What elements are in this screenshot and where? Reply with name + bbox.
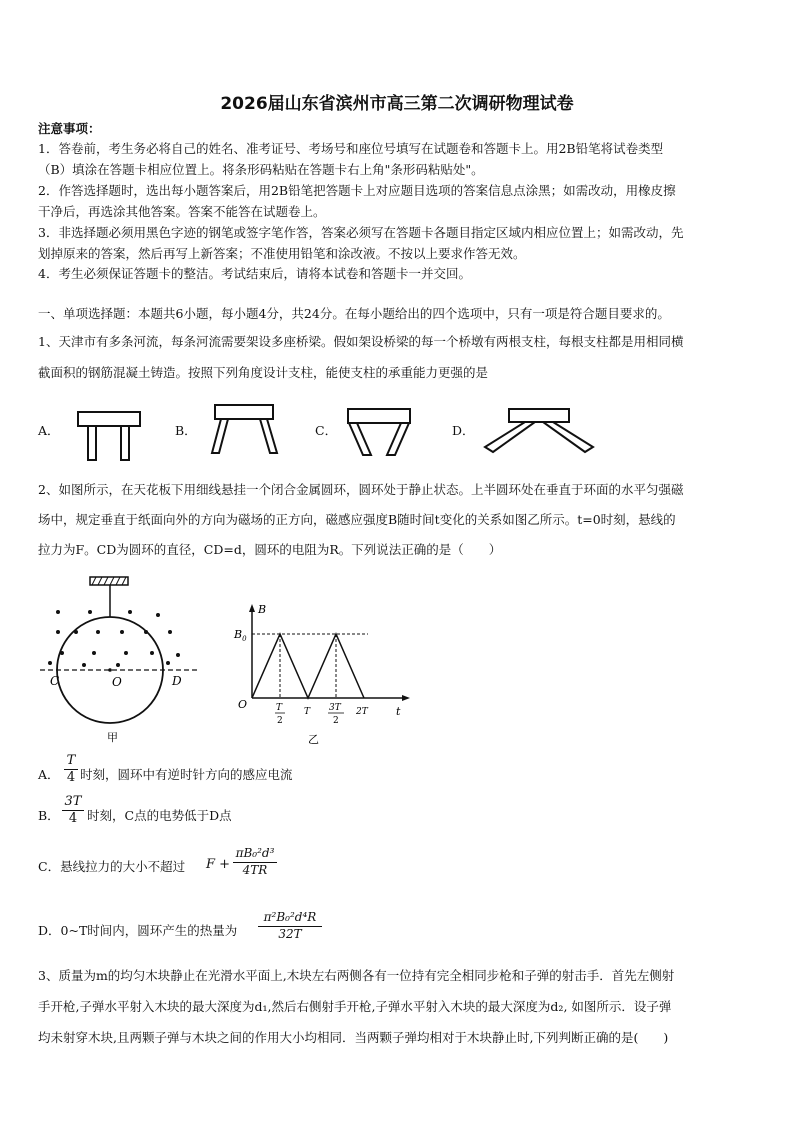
q2-option-a-fraction bbox=[64, 753, 78, 785]
origin-label: O bbox=[238, 698, 248, 711]
note-line: 3．非选择题必须用黑色字迹的钢笔或签字笔作答，答案必须写在答题卡各题目指定区域内相应位置上；如需改动，先 bbox=[38, 225, 684, 240]
note-line: 干净后，再选涂其他答案。答案不能答在试题卷上。 bbox=[38, 204, 326, 219]
note-line: 2．作答选择题时，选出每小题答案后，用2B铅笔把答题卡上对应题目选项的答案信息点涂黑；如需改动，用橡皮擦 bbox=[38, 183, 676, 198]
fraction-numerator: πB₀²d³ bbox=[235, 846, 275, 860]
label-d: D bbox=[172, 674, 182, 688]
fraction-denominator: 4TR bbox=[242, 863, 268, 877]
q2-option-c-expr-pre: F + bbox=[206, 857, 231, 872]
tick-3half-t-num: 3T bbox=[329, 703, 341, 713]
fraction-denominator: 32T bbox=[278, 927, 302, 941]
notes-heading: 注意事项： bbox=[38, 121, 101, 136]
label-c: C bbox=[50, 674, 60, 688]
tick-2t: 2T bbox=[356, 707, 368, 717]
q2-stem-line1: 2、如图所示，在天花板下用细线悬挂一个闭合金属圆环，圆环处于静止状态。上半圆环处在垂直于环面的水平匀强磁 bbox=[38, 482, 684, 497]
ring-figure-jia bbox=[40, 575, 200, 745]
note-line: 1．答卷前，考生务必将自己的姓名、准考证号、考场号和座位号填写在试题卷和答题卡上。用2B铅笔将试卷类型 bbox=[38, 141, 664, 156]
q2-option-b-fraction bbox=[62, 794, 84, 826]
note-line: 划掉原来的答案，然后再写上新答案；不准使用铅笔和涂改液。不按以上要求作答无效。 bbox=[38, 246, 526, 261]
label-o: O bbox=[112, 675, 122, 689]
q2-option-b-prefix: B． bbox=[38, 808, 60, 823]
caption-jia: 甲 bbox=[107, 731, 118, 744]
pillar-figure-b bbox=[205, 403, 285, 457]
q2-option-c-fraction bbox=[233, 846, 277, 878]
pillar-figure-c bbox=[343, 407, 419, 461]
q3-stem-line3: 均未射穿木块,且两颗子弹与木块之间的作用大小均相同．当两颗子弹均相对于木块静止时,下列判断正确的是( ) bbox=[38, 1030, 669, 1045]
note-line: 4．考生必须保证答题卡的整洁。考试结束后，请将本试卷和答题卡一并交回。 bbox=[38, 266, 471, 281]
fraction-numerator: 3T bbox=[64, 794, 82, 809]
fraction-numerator: π²B₀²d⁴R bbox=[263, 910, 317, 924]
b0-label: $B_0$ bbox=[234, 628, 247, 643]
q1-option-c-label: C． bbox=[315, 423, 338, 438]
q2-option-d-prefix: D．0~T时间内，圆环产生的热量为 bbox=[38, 923, 238, 938]
q1-stem-line1: 1、天津市有多条河流，每条河流需要架设多座桥梁。假如架设桥梁的每一个桥墩有两根支柱，每根支柱都是用相同横 bbox=[38, 334, 684, 349]
tick-t: T bbox=[304, 707, 311, 717]
q1-option-a-label: A． bbox=[38, 423, 60, 438]
q3-stem-line2: 手开枪,子弹水平射入木块的最大深度为d₁,然后右侧射手开枪,子弹水平射入木块的最大深度为d₂, 如图所示．设子弹 bbox=[38, 999, 672, 1014]
note-line: （B）填涂在答题卡相应位置上。将条形码粘贴在答题卡右上角"条形码粘贴处"。 bbox=[38, 162, 484, 177]
axis-b-label: B bbox=[258, 603, 267, 616]
pillar-figure-d bbox=[485, 407, 595, 459]
fraction-numerator: T bbox=[66, 753, 76, 768]
q2-option-c-prefix: C．悬线拉力的大小不超过 bbox=[38, 859, 186, 874]
tick-half-t-den: 2 bbox=[277, 716, 283, 726]
fraction-denominator: 4 bbox=[68, 811, 78, 826]
q2-stem-line2: 场中，规定垂直于纸面向外的方向为磁场的正方向，磁感应强度B随时间t变化的关系如图乙所示。t=0时刻，悬线的 bbox=[38, 512, 676, 527]
q1-option-b-label: B． bbox=[175, 423, 197, 438]
q2-stem-line3: 拉力为F。CD为圆环的直径，CD=d，圆环的电阻为R。下列说法正确的是（ ） bbox=[38, 542, 502, 557]
q2-option-b-text: 时刻，C点的电势低于D点 bbox=[87, 808, 232, 823]
caption-yi: 乙 bbox=[308, 733, 319, 746]
section-heading: 一、单项选择题：本题共6小题，每小题4分，共24分。在每小题给出的四个选项中，只有一项是符合题目要求的。 bbox=[38, 306, 670, 321]
q2-option-d-fraction bbox=[258, 910, 322, 942]
page-title: 2026届山东省滨州市高三第二次调研物理试卷 bbox=[220, 94, 574, 114]
q3-stem-line1: 3、质量为m的均匀木块静止在光滑水平面上,木块左右两侧各有一位持有完全相同步枪和子弹的射击手．首先左侧射 bbox=[38, 968, 675, 983]
fraction-denominator: 4 bbox=[66, 770, 76, 785]
q2-option-a-text: 时刻，圆环中有逆时针方向的感应电流 bbox=[80, 767, 293, 782]
pillar-figure-a bbox=[75, 410, 145, 464]
q1-stem-line2: 截面积的钢筋混凝土铸造。按照下列角度设计支柱，能使支柱的承重能力更强的是 bbox=[38, 365, 489, 380]
q2-option-a-prefix: A． bbox=[38, 767, 60, 782]
q1-option-d-label: D． bbox=[452, 423, 475, 438]
tick-half-t-num: T bbox=[276, 703, 283, 713]
b-t-graph-yi bbox=[230, 600, 415, 745]
axis-t-label: t bbox=[396, 705, 401, 718]
tick-3half-t-den: 2 bbox=[333, 716, 339, 726]
